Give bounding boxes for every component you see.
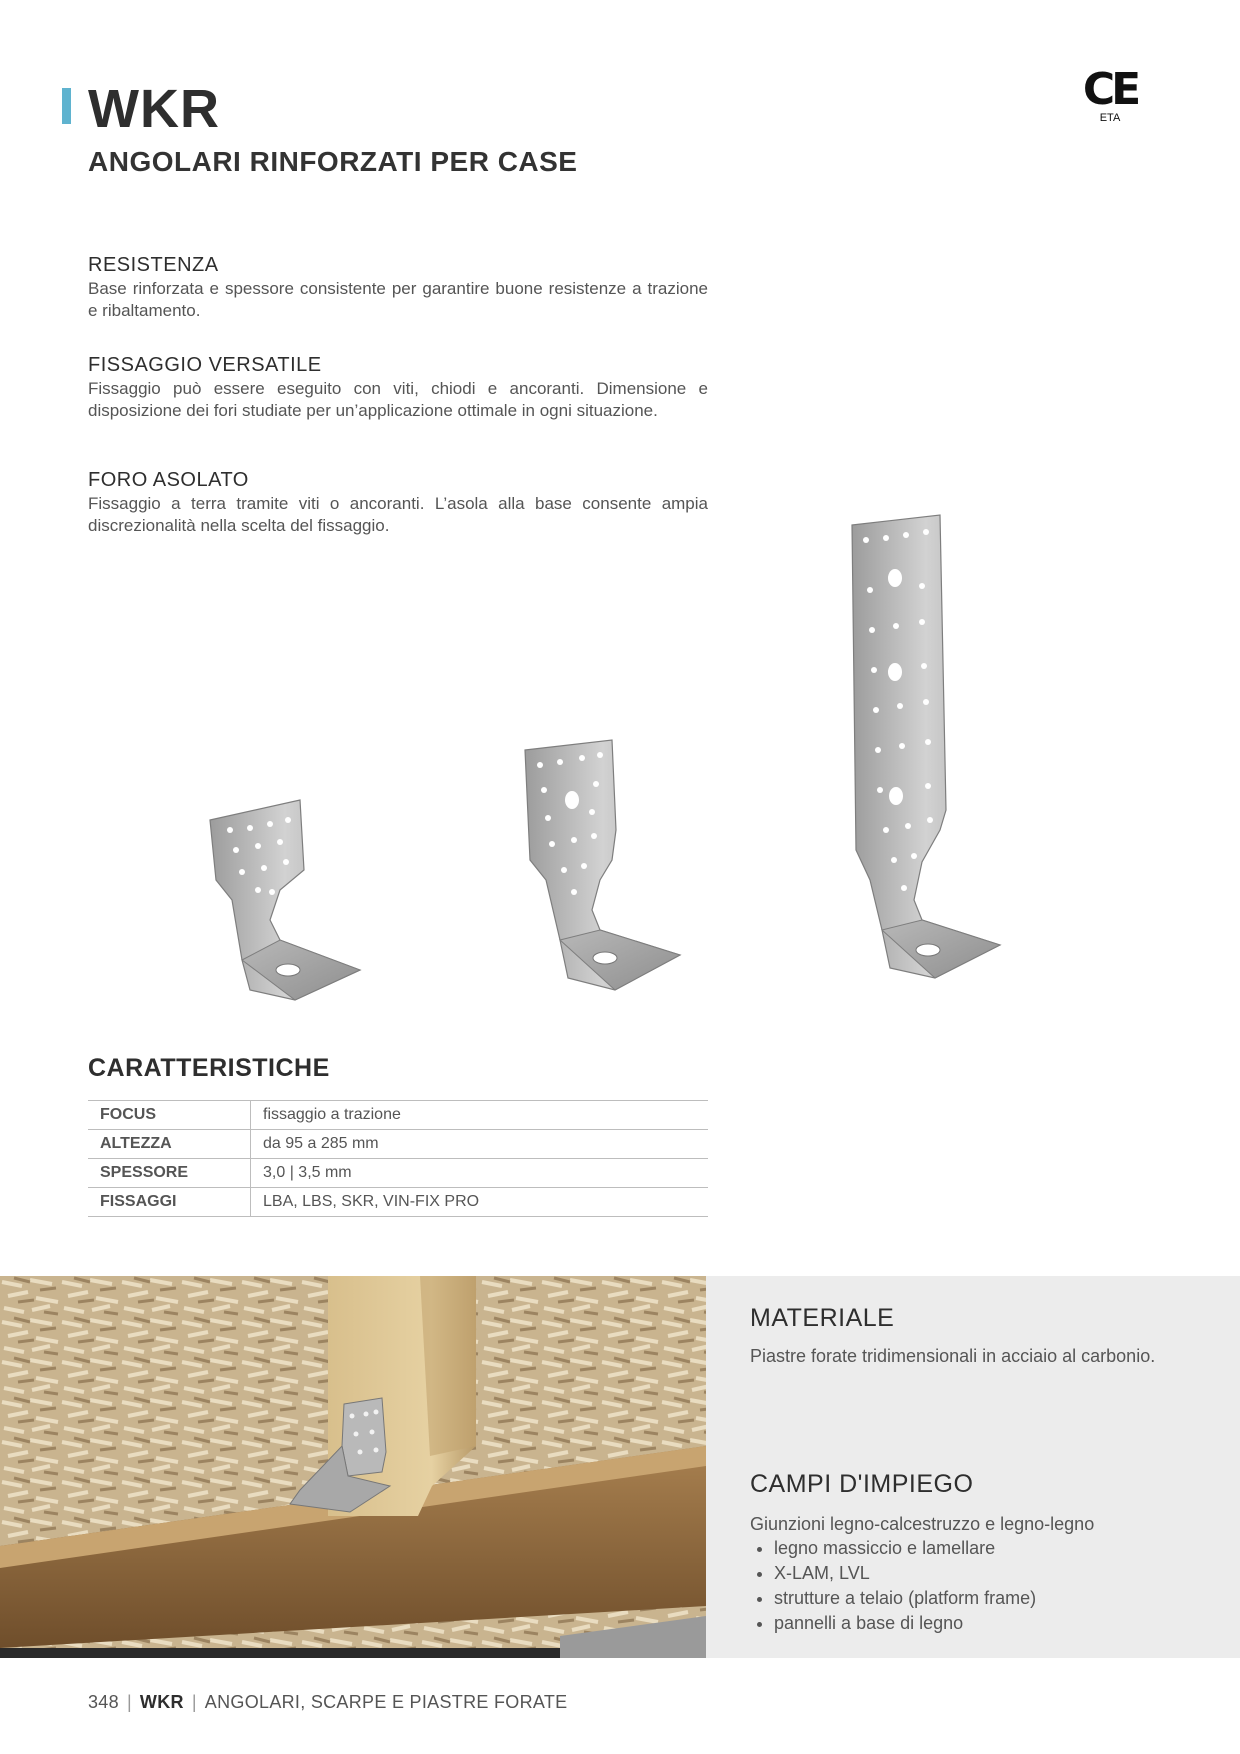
application-photo xyxy=(0,1276,706,1658)
feature-fissaggio-versatile xyxy=(88,352,708,422)
ce-certification-mark xyxy=(1080,64,1140,124)
bracket-medium-image xyxy=(525,740,680,990)
table-row xyxy=(88,1159,708,1188)
title-accent-bar xyxy=(62,88,71,124)
feature-text: Fissaggio può essere eseguito con viti, chiodi e ancoranti. Dimensione e disposizione dei fori studiate per un’applicazione ottimale in ogni situazione. xyxy=(88,379,708,420)
applications-list xyxy=(750,1536,1190,1636)
row-key: FISSAGGI xyxy=(88,1188,251,1217)
table-row xyxy=(88,1188,708,1217)
applications-heading: CAMPI D'IMPIEGO xyxy=(750,1470,974,1498)
page-subtitle: ANGOLARI RINFORZATI PER CASE xyxy=(88,146,578,177)
list-item: • strutture a telaio (platform frame) xyxy=(774,1586,1190,1611)
material-heading: MATERIALE xyxy=(750,1304,895,1332)
feature-resistenza xyxy=(88,252,708,322)
applications-section xyxy=(750,1470,1190,1636)
table-row xyxy=(88,1130,708,1159)
row-value: fissaggio a trazione xyxy=(251,1101,709,1130)
row-key: FOCUS xyxy=(88,1101,251,1130)
info-panel xyxy=(706,1276,1240,1658)
row-key: SPESSORE xyxy=(88,1159,251,1188)
feature-heading: RESISTENZA xyxy=(88,254,219,276)
feature-text: Base rinforzata e spessore consistente per garantire buone resistenze a trazione e ribaltamento. xyxy=(88,279,708,320)
list-item: • legno massiccio e lamellare xyxy=(774,1536,1190,1561)
list-item: • X-LAM, LVL xyxy=(774,1561,1190,1586)
row-value: da 95 a 285 mm xyxy=(251,1130,709,1159)
bracket-tall-image xyxy=(852,515,1000,978)
bracket-small-image xyxy=(210,800,360,1000)
ce-logo: CE xyxy=(1082,64,1138,115)
footer-separator: | xyxy=(191,1692,197,1712)
applications-intro: Giunzioni legno-calcestruzzo e legno-legno xyxy=(750,1514,1095,1534)
row-value: LBA, LBS, SKR, VIN-FIX PRO xyxy=(251,1188,709,1217)
page-title: WKR xyxy=(88,79,220,139)
row-key: ALTEZZA xyxy=(88,1130,251,1159)
footer-separator: | xyxy=(126,1692,132,1712)
page-number: 348 xyxy=(88,1692,119,1712)
characteristics-title: CARATTERISTICHE xyxy=(88,1054,330,1082)
feature-text: Fissaggio a terra tramite viti o ancoranti. L’asola alla base consente ampia discrezionalità nella scelta del fissaggio. xyxy=(88,494,708,535)
feature-heading: FORO ASOLATO xyxy=(88,469,249,491)
characteristics-table xyxy=(88,1100,708,1217)
feature-heading: FISSAGGIO VERSATILE xyxy=(88,354,322,376)
footer-product: WKR xyxy=(139,1692,184,1712)
eta-label: ETA xyxy=(1099,112,1121,124)
table-row xyxy=(88,1101,708,1130)
product-images xyxy=(180,500,1040,1020)
material-text: Piastre forate tridimensionali in acciaio al carbonio. xyxy=(750,1346,1156,1366)
footer-section: ANGOLARI, SCARPE E PIASTRE FORATE xyxy=(204,1692,568,1712)
list-item: • pannelli a base di legno xyxy=(774,1611,1190,1636)
material-section xyxy=(750,1304,1170,1368)
row-value: 3,0 | 3,5 mm xyxy=(251,1159,709,1188)
page-footer xyxy=(88,1692,567,1713)
